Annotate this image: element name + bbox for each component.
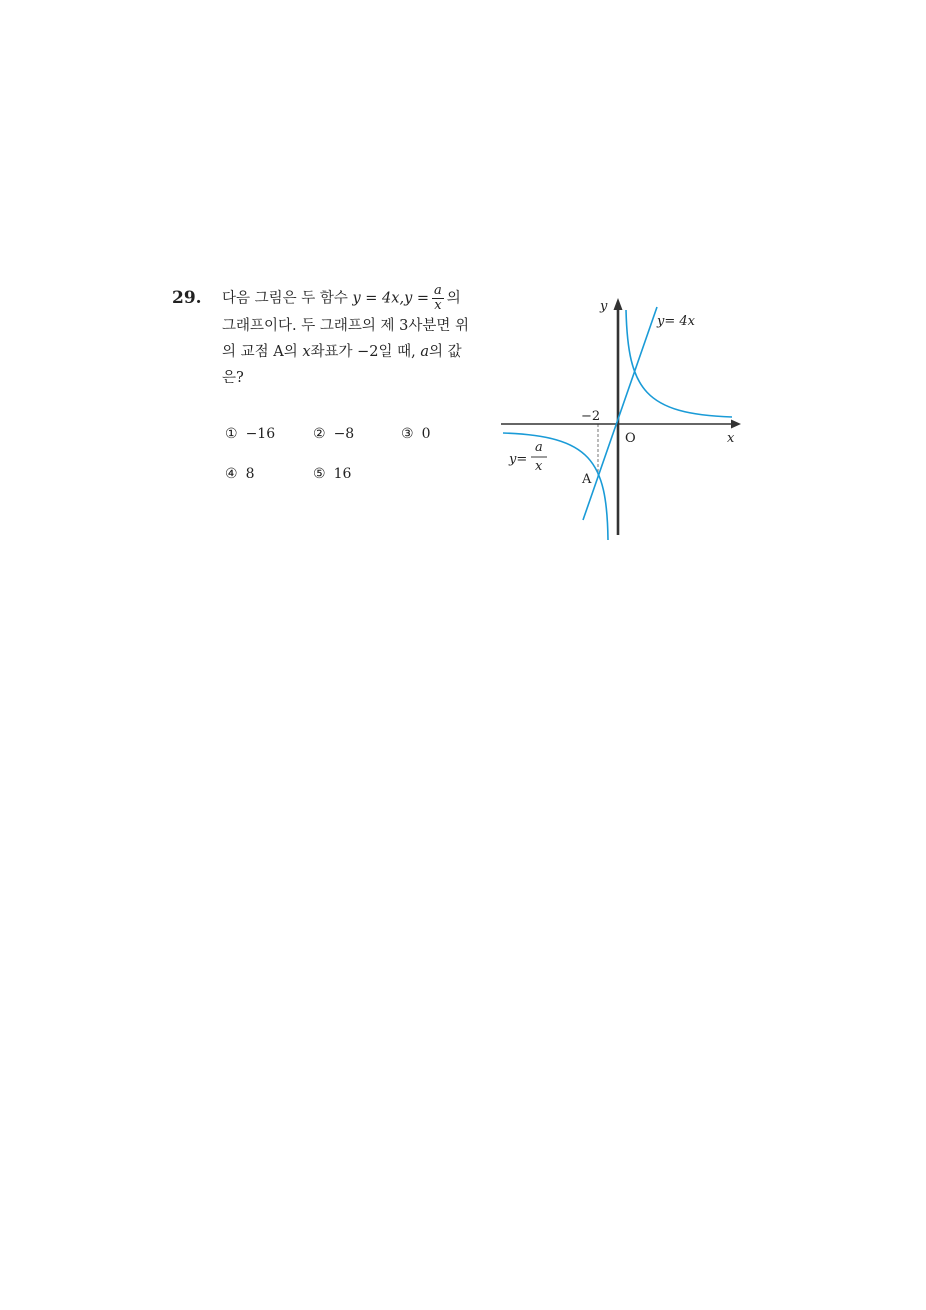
choice-3[interactable] [401, 426, 489, 442]
hyperbola-equation-label [508, 440, 547, 474]
choice-marker: ① [225, 426, 238, 442]
choice-value: 8 [245, 466, 255, 482]
choice-marker: ② [313, 426, 326, 442]
problem-line-2: 그래프이다. 두 그래프의 제 3사분면 위 [222, 318, 469, 334]
problem-text-segment: 의 값 [429, 344, 462, 360]
equation-fraction [432, 284, 444, 313]
choice-marker: ③ [401, 426, 414, 442]
choice-4[interactable] [225, 466, 313, 482]
x-tick-label: −2 [581, 409, 601, 424]
choice-value: −8 [333, 426, 355, 442]
x-axis-arrow-icon [731, 420, 741, 429]
problem-text-segment: 좌표가 −2일 때, [310, 344, 416, 360]
line-equation-label: y= 4x [657, 314, 695, 329]
equation-line: y = 4x, [352, 290, 405, 307]
hyperbola-label-denominator: x [535, 459, 543, 474]
problem-number: 29. [172, 288, 202, 308]
problem-line-4: 은? [222, 370, 244, 386]
choice-marker: ④ [225, 466, 238, 482]
equation-hyperbola-prefix: y = [404, 290, 430, 307]
origin-label: O [625, 431, 636, 446]
choice-5[interactable] [313, 466, 401, 482]
fraction-numerator: a [434, 283, 442, 298]
choice-value: −16 [245, 426, 276, 442]
y-axis-label: y [600, 299, 608, 314]
choice-marker: ⑤ [313, 466, 326, 482]
variable-x: x [302, 344, 311, 360]
hyperbola-label-prefix: y= [509, 452, 528, 467]
choice-value: 0 [421, 426, 431, 442]
problem-text [222, 284, 490, 391]
hyperbola-label-numerator: a [535, 440, 543, 455]
fraction-denominator: x [434, 298, 442, 313]
answer-choices [225, 414, 489, 494]
problem-line-1 [222, 284, 490, 313]
choice-value: 16 [333, 466, 352, 482]
y-axis-arrow-icon [614, 298, 623, 310]
hyperbola-branch-q3 [503, 433, 608, 540]
function-graph [495, 290, 745, 545]
choice-row-2 [225, 454, 489, 494]
choice-2[interactable] [313, 426, 401, 442]
variable-a: a [420, 344, 430, 360]
point-a-label: A [582, 472, 592, 487]
problem-text-segment: 의 교점 A의 [222, 344, 298, 360]
problem-text-segment: 의 [446, 290, 461, 307]
choice-row-1 [225, 414, 489, 454]
choice-1[interactable] [225, 426, 313, 442]
x-axis-label: x [727, 431, 735, 446]
problem-text-segment: 다음 그림은 두 함수 [222, 290, 348, 307]
problem-line-3 [222, 339, 490, 365]
